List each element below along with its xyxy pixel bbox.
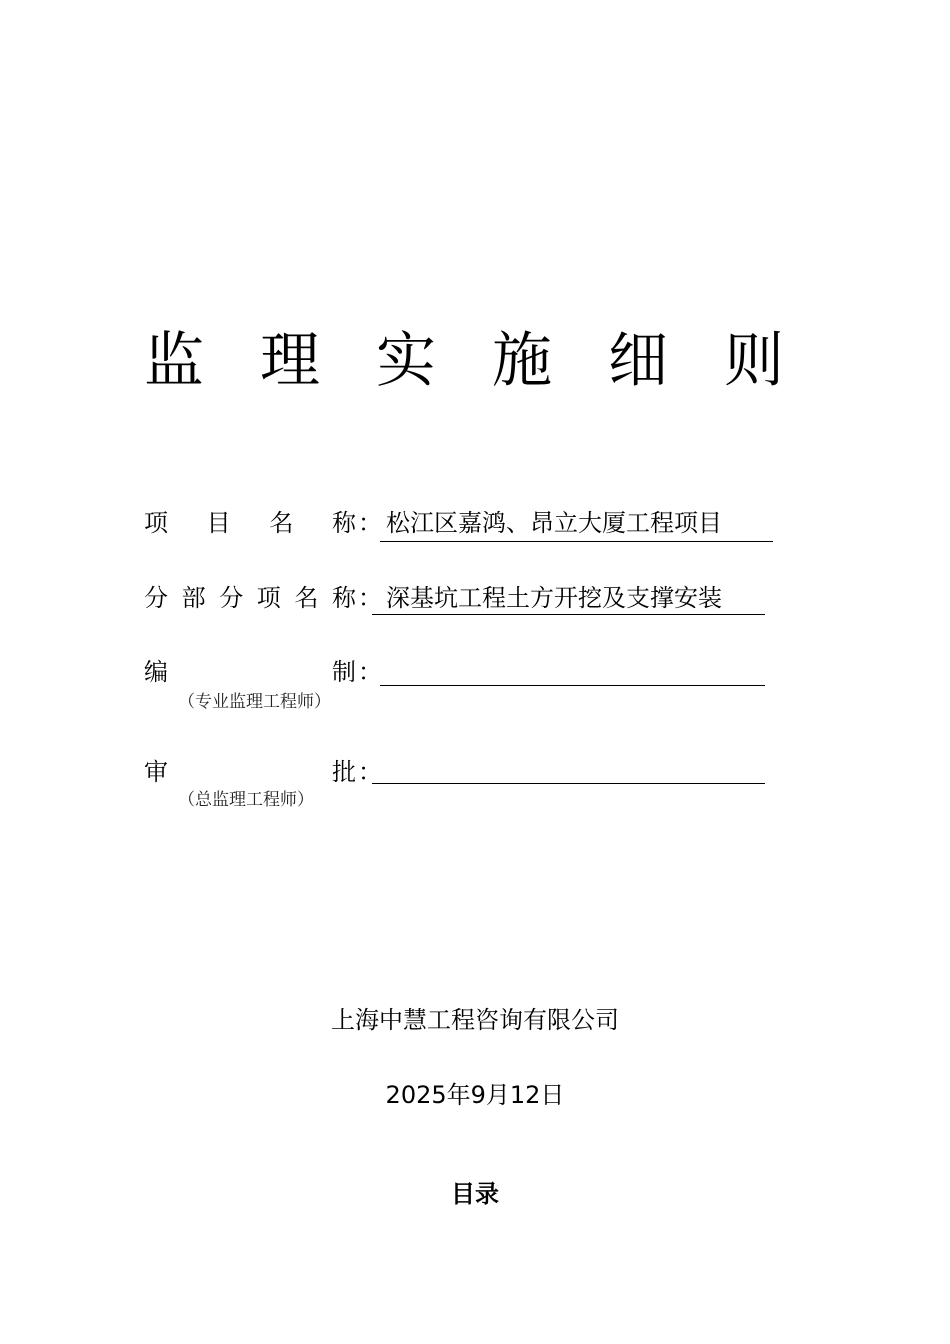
subproject-name-colon: ： — [358, 584, 382, 612]
title-char: 实 — [376, 326, 436, 396]
label-char: 编 — [144, 658, 168, 686]
title-char: 监 — [144, 326, 204, 396]
document-date: 2025年9月12日 — [385, 1081, 565, 1109]
compiler-role-note: （专业监理工程师） — [178, 692, 331, 712]
compiler-label — [144, 656, 356, 688]
label-char: 项 — [256, 584, 281, 612]
label-char: 名 — [269, 509, 294, 537]
compiler-signature-line[interactable] — [380, 685, 765, 686]
approver-signature-line[interactable] — [372, 783, 765, 784]
title-char: 理 — [260, 326, 320, 396]
label-char: 目 — [206, 509, 231, 537]
subproject-name-label — [144, 582, 356, 614]
toc-heading: 目录 — [451, 1180, 499, 1208]
company-name: 上海中慧工程咨询有限公司 — [331, 1006, 619, 1034]
label-char: 制 — [332, 658, 356, 686]
subproject-name-underline — [372, 614, 765, 615]
label-char: 部 — [181, 584, 206, 612]
label-char: 审 — [144, 758, 168, 786]
title-char: 细 — [608, 326, 668, 396]
project-name-colon: ： — [358, 509, 382, 537]
title-char: 则 — [724, 326, 784, 396]
label-char: 称 — [331, 584, 356, 612]
document-title — [144, 326, 784, 396]
label-char: 项 — [144, 509, 168, 537]
label-char: 分 — [144, 584, 168, 612]
project-name-value: 松江区嘉鸿、昂立大厦工程项目 — [386, 509, 722, 537]
approver-label — [144, 756, 356, 788]
label-char: 批 — [332, 758, 356, 786]
label-char: 称 — [331, 509, 356, 537]
compiler-colon: ： — [358, 658, 382, 686]
project-name-underline — [380, 541, 773, 542]
project-name-label — [144, 507, 356, 539]
subproject-name-value: 深基坑工程土方开挖及支撑安装 — [386, 584, 722, 612]
approver-colon: ： — [358, 758, 382, 786]
label-char: 名 — [294, 584, 319, 612]
title-char: 施 — [492, 326, 552, 396]
label-char: 分 — [219, 584, 244, 612]
approver-role-note: （总监理工程师） — [178, 790, 314, 810]
